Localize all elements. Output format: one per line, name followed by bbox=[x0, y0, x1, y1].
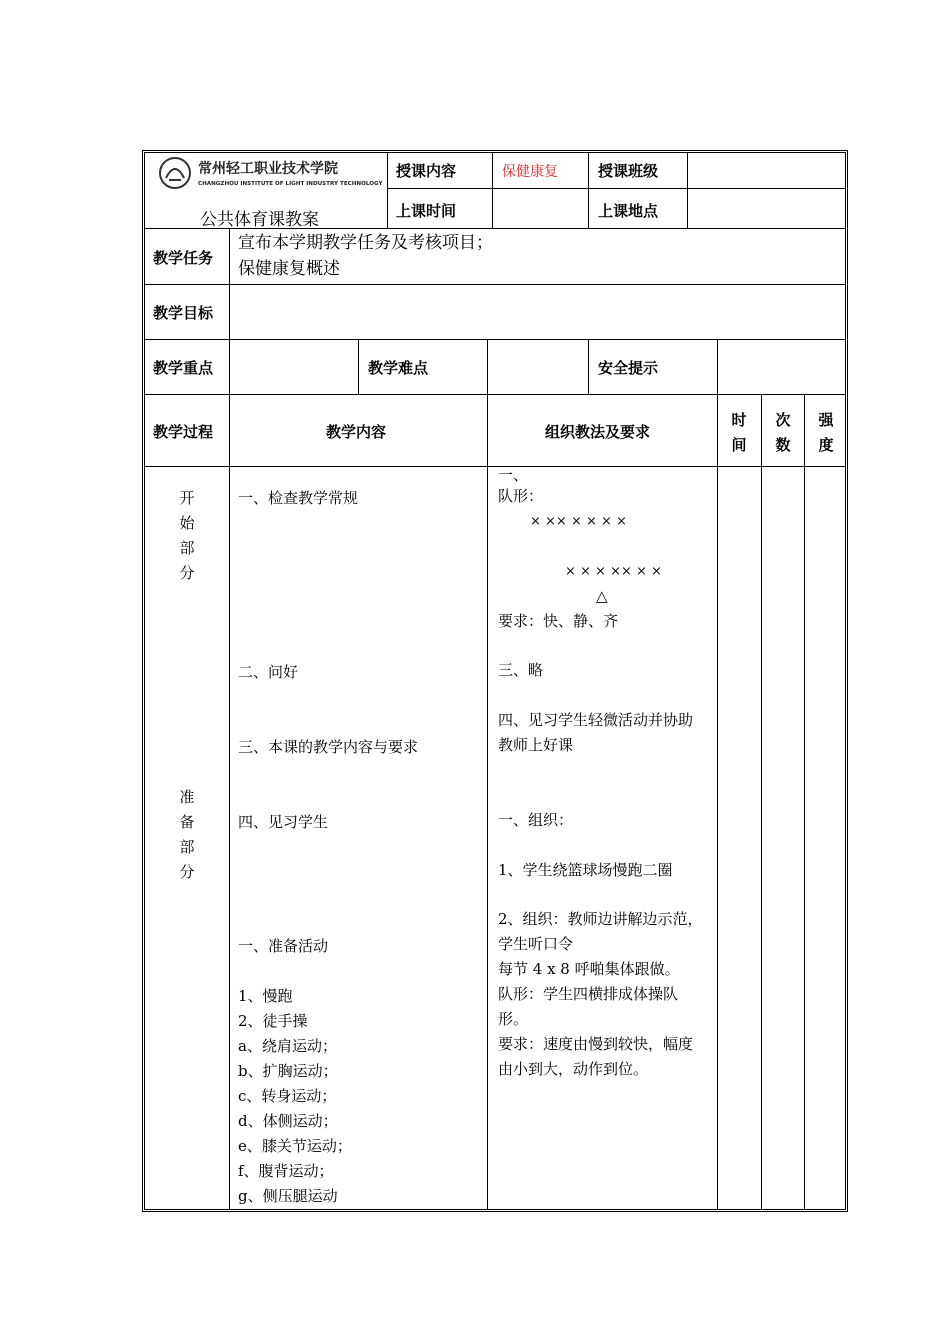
content-item: 二、问好 bbox=[238, 663, 299, 681]
content-value: 保健康复 bbox=[502, 164, 558, 180]
doc-title: 公共体育课教案 bbox=[200, 210, 319, 230]
method-item: 四、见习学生轻微活动并协助 bbox=[498, 711, 694, 729]
col-divider bbox=[804, 394, 805, 1209]
content-item: d、体侧运动； bbox=[238, 1112, 338, 1130]
row-divider bbox=[387, 188, 846, 189]
content-item: c、转身运动； bbox=[238, 1087, 337, 1105]
teacher-marker: △ bbox=[596, 587, 608, 605]
row-divider bbox=[145, 466, 846, 467]
col-divider bbox=[687, 153, 688, 228]
section-start: 开始部分 bbox=[179, 489, 195, 582]
method-item: 要求：快、静、齐 bbox=[498, 612, 619, 630]
col-divider bbox=[492, 153, 493, 228]
method-item: 队形： bbox=[498, 487, 544, 505]
method-item: 要求：速度由慢到较快，幅度 bbox=[498, 1035, 694, 1053]
method-item: 1、学生绕篮球场慢跑二圈 bbox=[498, 861, 673, 879]
count-header: 次数 bbox=[775, 411, 791, 454]
task-line-2: 保健康复概述 bbox=[238, 259, 340, 279]
method-item: 每节 4 x 8 呼啪集体跟做。 bbox=[498, 960, 680, 978]
school-name-cn: 常州轻工职业技术学院 bbox=[198, 161, 338, 177]
task-line-1: 宣布本学期教学任务及考核项目； bbox=[238, 233, 493, 253]
class-label: 授课班级 bbox=[598, 162, 659, 180]
method-item: 三、略 bbox=[498, 661, 544, 679]
col-divider bbox=[387, 153, 388, 228]
content-item: a、绕肩运动； bbox=[238, 1037, 337, 1055]
content-item: 一、检查教学常规 bbox=[238, 489, 359, 507]
col-divider bbox=[487, 339, 488, 1209]
time-label: 上课时间 bbox=[396, 202, 457, 220]
place-label: 上课地点 bbox=[598, 202, 659, 220]
goal-label: 教学目标 bbox=[153, 304, 214, 322]
content-header: 教学内容 bbox=[326, 423, 387, 441]
content-item: b、扩胸运动； bbox=[238, 1062, 338, 1080]
difficulty-label: 教学难点 bbox=[368, 359, 429, 377]
col-divider bbox=[761, 394, 762, 1209]
col-divider bbox=[588, 153, 589, 228]
row-divider bbox=[145, 284, 846, 285]
formation-row-1: × ×× × × × × bbox=[530, 514, 627, 529]
col-divider bbox=[717, 339, 718, 1209]
section-prep: 准备部分 bbox=[179, 788, 195, 881]
school-emblem-icon bbox=[158, 156, 386, 190]
process-label: 教学过程 bbox=[153, 423, 214, 441]
content-item: f、腹背运动； bbox=[238, 1162, 334, 1180]
col-divider bbox=[588, 339, 589, 394]
school-name-en: CHANGZHOU INSTITUTE OF LIGHT INDUSTRY TECHNOLOGY bbox=[198, 181, 383, 187]
content-item: 1、慢跑 bbox=[238, 987, 293, 1005]
col-divider bbox=[229, 228, 230, 1209]
method-item: 队形：学生四横排成体操队 bbox=[498, 985, 679, 1003]
method-item: 学生听口令 bbox=[498, 935, 574, 953]
formation-row-2: × × × ×× × × bbox=[565, 564, 662, 579]
content-item: e、膝关节运动； bbox=[238, 1137, 352, 1155]
content-item: 三、本课的教学内容与要求 bbox=[238, 738, 419, 756]
method-item: 一、组织： bbox=[498, 811, 574, 829]
method-item: 2、组织：教师边讲解边示范， bbox=[498, 910, 703, 928]
task-content bbox=[238, 230, 493, 282]
content-item: 一、准备活动 bbox=[238, 937, 329, 955]
row-divider bbox=[145, 394, 846, 395]
method-item: 形。 bbox=[498, 1010, 529, 1028]
method-item: 一、 bbox=[498, 466, 529, 484]
focus-label: 教学重点 bbox=[153, 359, 214, 377]
time-header: 时间 bbox=[731, 411, 747, 454]
safety-label: 安全提示 bbox=[598, 359, 659, 377]
task-label: 教学任务 bbox=[153, 249, 214, 267]
method-item: 由小到大，动作到位。 bbox=[498, 1060, 649, 1078]
intensity-header: 强度 bbox=[818, 411, 834, 454]
content-item: 2、徒手操 bbox=[238, 1012, 308, 1030]
content-item: 四、见习学生 bbox=[238, 813, 329, 831]
method-item: 教师上好课 bbox=[498, 736, 574, 754]
method-header: 组织教法及要求 bbox=[545, 423, 651, 441]
school-logo bbox=[158, 156, 386, 190]
content-item: g、侧压腿运动 bbox=[238, 1187, 338, 1205]
col-divider bbox=[358, 339, 359, 394]
content-label: 授课内容 bbox=[396, 162, 457, 180]
row-divider bbox=[145, 339, 846, 340]
